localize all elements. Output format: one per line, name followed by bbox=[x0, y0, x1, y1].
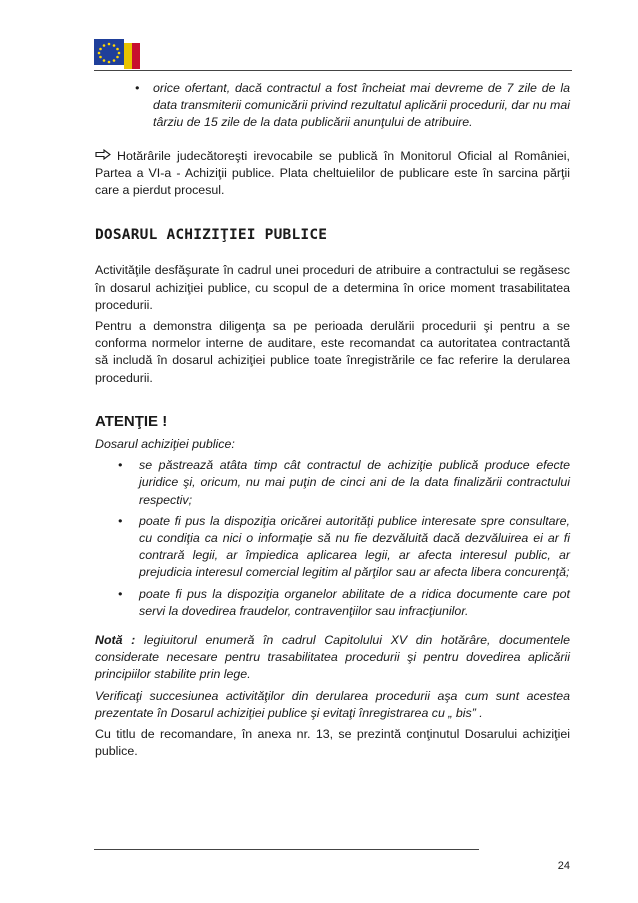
dosar-paragraph-1: Activităţile desfăşurate în cadrul unei proceduri de atribuire a contractului se regăsesc în dosarul achiziţiei publice, cu scopul de a determina în orice moment trasabilitatea procedurii. bbox=[95, 263, 570, 312]
list-item: • orice ofertant, dacă contractul a fost încheiat mai devreme de 7 zile de la data transmiterii comunicării privind rezultatul aplicării procedurii, dar nu mai târziu de 15 zile de la data publicării anunţului de atribuire. bbox=[95, 80, 570, 132]
atentie-intro: Dosarul achiziţiei publice: bbox=[95, 437, 235, 452]
nota-text: legiuitorul enumeră în cadrul Capitolului XV din hotărâre, documentele considerate necesare pentru trasabilitatea procedurii şi pentru dovedirea aplicării principiilor stabilite prin lege. bbox=[95, 633, 570, 682]
section-heading-dosar: DOSARUL ACHIZIŢIEI PUBLICE bbox=[95, 227, 328, 244]
verificati-paragraph: Verificaţi succesiunea activităţilor din derularea procedurii aşa cum sunt acestea prezentate în Dosarul achiziţiei publice şi evitaţi înregistrarea cu „ bis” . bbox=[95, 688, 570, 720]
page-number: 24 bbox=[557, 860, 570, 872]
top-bullet-list bbox=[95, 80, 570, 132]
list-item: • poate fi pus la dispoziţia organelor abilitate de a ridica documente care pot servi la dovedirea fraudelor, contravenţiilor sau infracţiunilor. bbox=[95, 586, 570, 620]
hotarari-paragraph bbox=[95, 148, 570, 200]
nota-paragraph bbox=[95, 632, 570, 684]
dosar-paragraph-2: Pentru a demonstra diligenţa sa pe perioada derulării procedurii şi pentru a se conforma normelor interne de auditare, este recomandat ca autoritatea contractantă să includă în dosarul achiziţiei publice toate înregistrările ce fac referire la derularea procedurii. bbox=[95, 319, 570, 385]
list-item: • se păstrează atâta timp cât contractul de achiziţie publică produce efecte juridice şi, oricum, nu mai puţin de cinci ani de la data finalizării contractului respectiv; bbox=[95, 457, 570, 509]
recomandare-paragraph: Cu titlu de recomandare, în anexa nr. 13, se prezintă conţinutul Dosarului achiziţiei publice. bbox=[95, 727, 570, 759]
footer-rule bbox=[94, 849, 479, 850]
list-item: • poate fi pus la dispoziţia oricărei autorităţi publice interesate spre consultare, cu condiţia ca nici o informaţie să nu fie dezvăluită dacă dezvăluirea ei ar fi contrară legii, ar împiedica aplicarea legii, ar afecta interesul public, ar prejudicia interesul comercial legitim al părţilor sau ar afecta libera concurenţă; bbox=[95, 513, 570, 582]
section-heading-atentie: ATENŢIE ! bbox=[95, 412, 168, 430]
atentie-bullet-list bbox=[95, 457, 570, 620]
nota-label: Notă : bbox=[95, 633, 136, 648]
eu-flag-icon bbox=[94, 37, 140, 71]
page-content bbox=[95, 80, 570, 765]
arrow-right-icon bbox=[95, 148, 117, 165]
header-rule bbox=[94, 70, 572, 71]
hotarari-text: Hotărârile judecătoreşti irevocabile se publică în Monitorul Oficial al României, Partea a VI-a - Achiziţii publice. Plata cheltuielilor de publicare este în sarcina părţii care a pierdut procesul. bbox=[95, 148, 570, 198]
